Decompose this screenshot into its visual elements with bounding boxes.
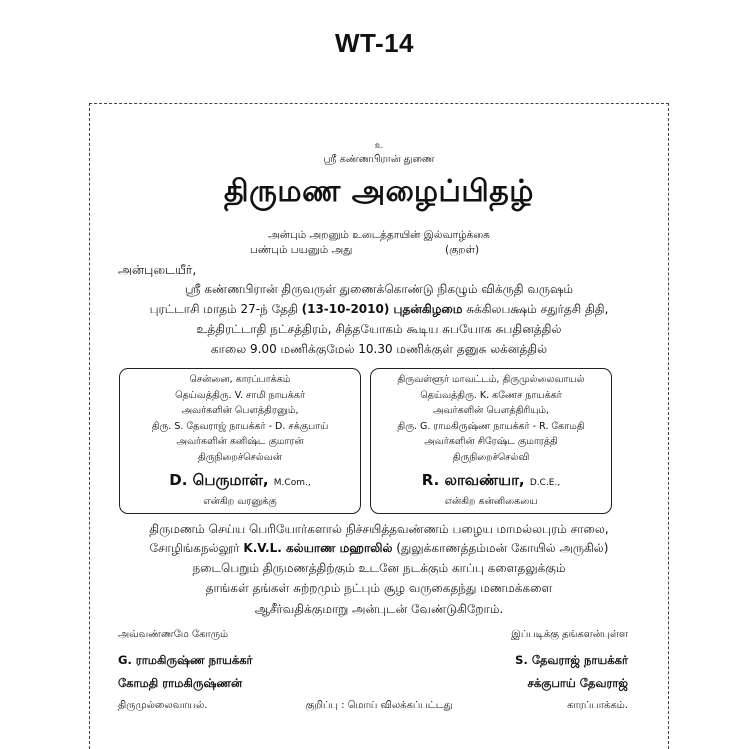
intro-line-2: [90, 302, 668, 318]
pillaiyar-suzhi: உ: [374, 141, 384, 151]
wedding-date: (13-10-2010) புதன்கிழமை: [301, 302, 463, 316]
close-line-4: தாங்கள் தங்கள் சுற்றமும் நட்பும் சூழ வருகைதந்து மணமக்களை: [205, 581, 553, 595]
bride-suffix: என்கிற கன்னிகையை: [444, 496, 538, 507]
groom-grandparent-relation: அவர்களின் பௌத்திரனும்,: [181, 405, 299, 416]
groom-degree: M.Com.,: [273, 478, 311, 488]
left-host-name-2: கோமதி ராமகிருஷ்ணன்: [118, 676, 243, 690]
intro-line-4: காலை 9.00 மணிக்குமேல் 10.30 மணிக்குள் தனுசு லக்னத்தில்: [210, 342, 548, 356]
card-code: WT-14: [334, 28, 415, 58]
invitation-card: [89, 103, 669, 749]
close-line-2: [90, 541, 668, 557]
bride-title: திருநிறைச்செல்வி: [452, 452, 530, 463]
groom-parents-relation: அவர்களின் கனிஷ்ட குமாரன்: [176, 436, 304, 447]
bride-name: R. லாவண்யா,: [421, 471, 525, 489]
close-line-2-post: (துலுக்காணத்தம்மன் கோயில் அருகில்): [392, 541, 609, 555]
bride-degree: D.C.E.,: [529, 478, 561, 488]
deity-line: ஸ்ரீ கண்ணபிரான் துணை: [323, 154, 435, 165]
wedding-venue: K.V.L. கல்யாண மஹாலில்: [243, 541, 393, 555]
left-host-place: திருமுல்லைவாயல்.: [118, 700, 208, 711]
bride-place: திருவள்ளூர் மாவட்டம், திருமுல்லைவாயல்: [397, 374, 585, 385]
right-host-name-1: S. தேவராஜ் நாயக்கர்: [515, 653, 628, 667]
groom-name: D. பெருமாள்,: [169, 471, 269, 489]
bride-parents-relation: அவர்களின் சிரேஷ்ட குமாரத்தி: [424, 436, 558, 447]
left-host-intro: அவ்வண்ணமே கோரும்: [118, 629, 229, 640]
bride-box: [370, 368, 612, 514]
close-line-5: ஆசீர்வதிக்குமாறு அன்புடன் வேண்டுகிறோம்.: [254, 602, 504, 616]
close-line-3: நடைபெறும் திருமணத்திற்கும் உடனே நடக்கும் காப்பு களைதலுக்கும்: [192, 561, 566, 575]
salutation: அன்புடையீர்,: [118, 262, 197, 277]
bride-name-row: [371, 471, 611, 491]
bride-grandparent: தெய்வத்திரு. K. கணேச நாயக்கர்: [420, 390, 562, 401]
gift-note: குறிப்பு : மொய் விலக்கப்பட்டது: [305, 700, 453, 711]
intro-line-3: உத்திரட்டாதி நட்சத்திரம், சித்தயோகம் கூடிய சுபயோக சுபதினத்தில்: [196, 322, 562, 336]
right-host-name-2: சக்குபாய் தேவராஜ்: [527, 676, 628, 690]
close-line-2-pre: சோழிங்கநல்லூர்: [149, 541, 244, 555]
groom-suffix: என்கிற வரனுக்கு: [203, 496, 277, 507]
groom-name-row: [120, 471, 360, 491]
groom-parents: திரு. S. தேவராஜ் நாயக்கர் - D. சக்குபாய்: [151, 421, 329, 432]
right-host-intro: இப்படிக்கு தங்களன்புள்ள: [511, 629, 628, 640]
intro-line-2-post: சுக்கிலபக்ஷம் சதுர்தசி திதி,: [462, 302, 609, 316]
invitation-title: திருமண அழைப்பிதழ்: [224, 174, 534, 209]
intro-line-2-pre: புரட்டாசி மாதம் 27-ந் தேதி: [149, 302, 302, 316]
left-host-name-1: G. ராமகிருஷ்ண நாயக்கர்: [118, 653, 253, 667]
close-line-1: திருமணம் செய்ய பெரியோர்களால் நிச்சயித்தவண்ணம் பழைய மாமல்லபுரம் சாலை,: [149, 522, 609, 536]
groom-place: சென்னை, காரப்பாக்கம்: [189, 374, 291, 385]
bride-parents: திரு. G. ராமகிருஷ்ண நாயக்கர் - R. கோமதி: [397, 421, 585, 432]
groom-title: திருநிறைச்செல்வன்: [197, 452, 282, 463]
kural-line-2: பண்பும் பயனும் அது: [250, 244, 353, 256]
kural-source: (குறள்): [445, 244, 480, 256]
intro-line-1: ஸ்ரீ கண்ணபிரான் திருவருள் துணைக்கொண்டு நிகழும் விக்ருதி வருஷம்: [184, 282, 574, 296]
groom-grandparent: தெய்வத்திரு. V. சாமி நாயக்கர்: [175, 390, 305, 401]
kural-line-1: அன்பும் அறனும் உடைத்தாயின் இல்வாழ்க்கை: [268, 229, 490, 241]
bride-grandparent-relation: அவர்களின் பௌத்திரியும்,: [432, 405, 550, 416]
right-host-place: காரப்பாக்கம்.: [567, 700, 628, 711]
groom-box: [119, 368, 361, 514]
